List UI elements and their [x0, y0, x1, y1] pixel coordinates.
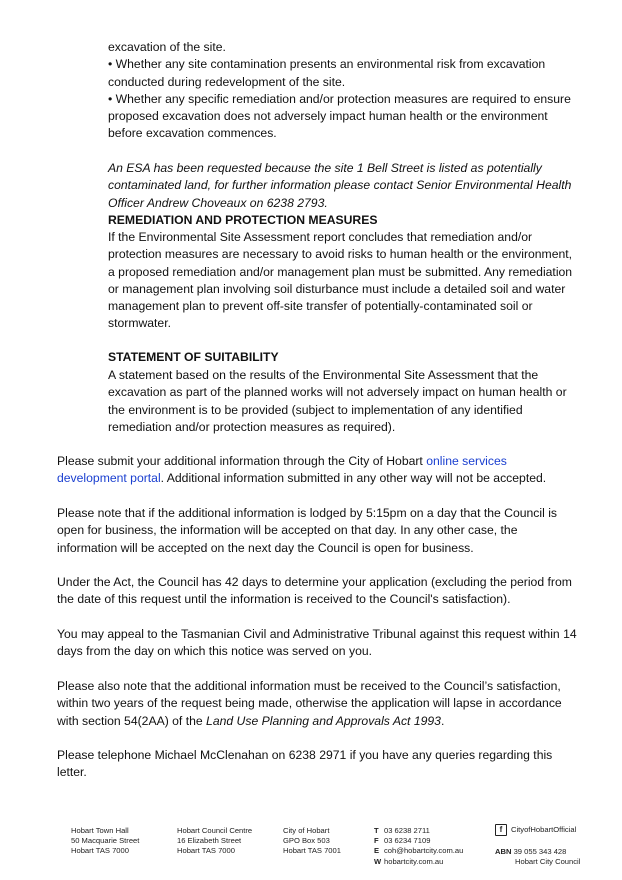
online-services-portal-link[interactable]: online services development portal	[57, 454, 507, 486]
esa-note: An ESA has been requested because the site 1 Bell Street is listed as potentially contaminated land, for further information please contact Senior Environmental Health Officer Andrew Choveaux on 6238 2793.	[108, 161, 572, 210]
esa-bullets: excavation of the site. • Whether any site contamination presents an environmental risk from excavation conducted during redevelopment of the site. • Whether any specific remediation and/or protection measures are required to ensure proposed excavation does not adversely impact human health or the environment before excavation commences.	[108, 40, 571, 141]
letterhead-footer	[0, 826, 622, 876]
footer-contacts	[374, 826, 463, 867]
submit-info-text-end: . Additional information submitted in any other way will not be accepted.	[160, 471, 547, 486]
appeal-paragraph: You may appeal to the Tasmanian Civil and Administrative Tribunal against this request within 14 days from the day on which this notice was served on you.	[57, 627, 577, 659]
act-title: Land Use Planning and Approvals Act 1993	[206, 713, 441, 728]
determination-period-paragraph: Under the Act, the Council has 42 days to determine your application (excluding the period from the date of this request until the information is received to the Council's satisfaction).	[57, 575, 572, 607]
footer-council-centre-address: Hobart Council Centre 16 Elizabeth Street Hobart TAS 7000	[177, 826, 253, 856]
footer-website: W hobartcity.com.au	[374, 856, 444, 866]
lodgement-time-paragraph: Please note that if the additional information is lodged by 5:15pm on a day that the Council is open for business, the information will be accepted on that day. In any other case, the information will be accepted on the next day the Council is open for business.	[57, 506, 558, 555]
footer-fax: F 03 6234 7109	[374, 836, 431, 846]
footer-postal-address: City of Hobart GPO Box 503 Hobart TAS 7001	[283, 826, 341, 856]
footer-phone: T 03 6238 2711	[374, 826, 430, 835]
footer-org-name: Hobart City Council	[515, 857, 581, 866]
submit-info-text: Please submit your additional information through the City of Hobart	[57, 454, 427, 468]
heading-suitability: STATEMENT OF SUITABILITY	[108, 350, 279, 364]
abn-number: 39 055 343 428	[513, 847, 567, 856]
footer-town-hall-address: Hobart Town Hall 50 Macquarie Street Hobart TAS 7000	[71, 826, 140, 856]
lapse-text-end: .	[440, 713, 445, 728]
facebook-handle: CityofHobartOfficial	[511, 825, 577, 834]
footer-email: E coh@hobartcity.com.au	[374, 846, 464, 856]
abn-label: ABN	[495, 847, 512, 856]
submit-info-paragraph	[57, 453, 577, 488]
lapse-text: Please also note that the additional information must be received to the Council’s satisfaction, within two years of the request being made, otherwise the application will lapse in accordance with section 54(2AA) of the	[57, 679, 562, 728]
suitability-text: A statement based on the results of the Environmental Site Assessment that the excavation as part of the planned works will not adversely impact on human health or the environment is to be provided (subject to implementation of any identified remediation and/or protection measures as required).	[108, 368, 567, 434]
remediation-text: If the Environmental Site Assessment report concludes that remediation and/or protection measures are necessary to avoid risks to human health or the environment, a proposed remediation and/or management plan must be submitted. Any remediation or management plan involving soil disturbance must include a detailed soil and water management plan to prevent off-site transfer of potentially-contaminated soil or stormwater.	[108, 230, 573, 331]
heading-remediation: REMEDIATION AND PROTECTION MEASURES	[108, 213, 378, 227]
facebook-icon: f	[495, 824, 507, 836]
contact-paragraph: Please telephone Michael McClenahan on 6238 2971 if you have any queries regarding this letter.	[57, 748, 553, 780]
footer-facebook	[495, 824, 576, 836]
lapse-paragraph	[57, 678, 577, 730]
footer-abn	[495, 847, 566, 857]
